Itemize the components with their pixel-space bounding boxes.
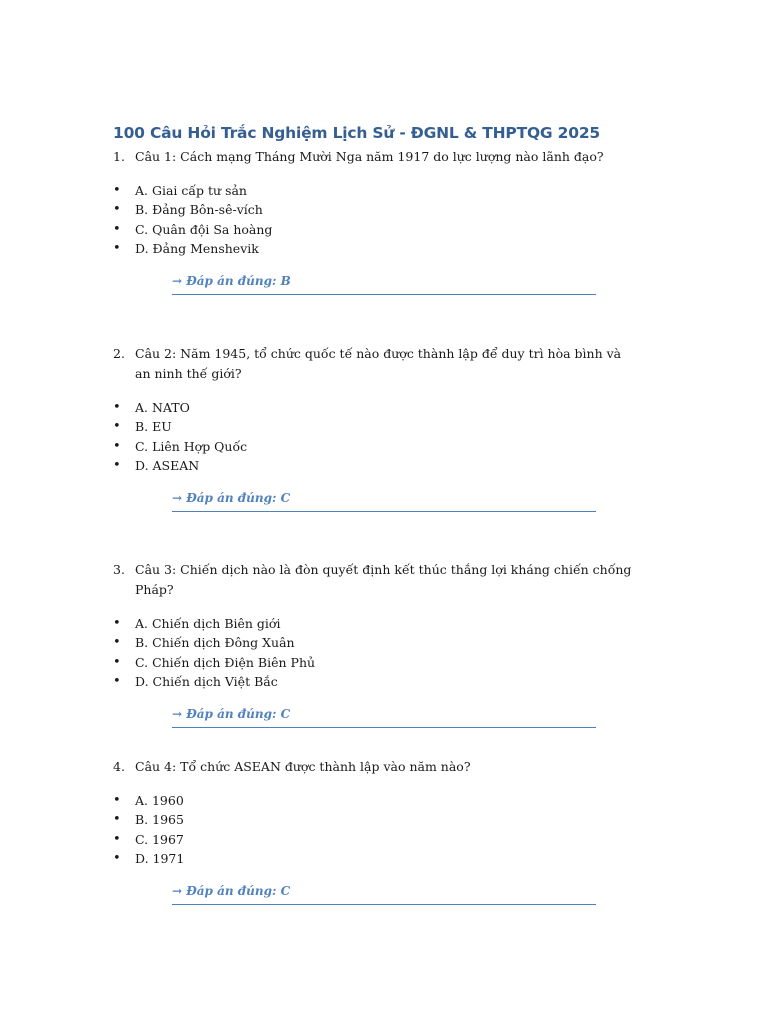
bullet-icon: • [113, 616, 121, 631]
option-text: A. 1960 [135, 793, 184, 808]
option-text: D. Chiến dịch Việt Bắc [135, 673, 278, 689]
option-text: B. Chiến dịch Đông Xuân [135, 635, 295, 651]
question-block-4 [113, 757, 653, 905]
question-block-2 [113, 344, 653, 512]
answer-line: → Đáp án đúng: B [172, 272, 596, 295]
question-line [113, 344, 653, 384]
option-text: A. Chiến dịch Biên giới [135, 616, 281, 631]
option-text: B. Đảng Bôn-sê-vích [135, 202, 263, 218]
document-title: 100 Câu Hỏi Trắc Nghiệm Lịch Sử - ĐGNL & THPTQG 2025 [113, 124, 600, 142]
option-b [113, 200, 653, 219]
option-a [113, 398, 653, 417]
option-a [113, 181, 653, 200]
bullet-icon: • [113, 183, 121, 198]
option-b [113, 810, 653, 829]
option-b [113, 417, 653, 436]
answer-line: → Đáp án đúng: C [172, 882, 596, 905]
question-text: Câu 4: Tổ chức ASEAN được thành lập vào năm nào? [135, 759, 471, 774]
option-text: A. NATO [135, 400, 190, 415]
option-text: D. Đảng Menshevik [135, 240, 259, 256]
answer-line: → Đáp án đúng: C [172, 489, 596, 512]
question-line [113, 560, 653, 600]
bullet-icon: • [113, 419, 121, 435]
bullet-icon: • [113, 635, 121, 651]
option-c [113, 830, 653, 849]
question-text: Câu 1: Cách mạng Tháng Mười Nga năm 1917 do lực lượng nào lãnh đạo? [135, 149, 604, 164]
bullet-icon: • [113, 654, 121, 670]
option-text: C. Chiến dịch Điện Biên Phủ [135, 654, 316, 670]
option-d [113, 849, 653, 868]
bullet-icon: • [113, 240, 121, 256]
option-text: D. 1971 [135, 850, 185, 866]
option-text: B. 1965 [135, 812, 184, 828]
option-c [113, 653, 653, 672]
options-list [113, 614, 653, 691]
option-c [113, 437, 653, 456]
question-number: 1. [113, 149, 125, 164]
bullet-icon: • [113, 793, 121, 808]
bullet-icon: • [113, 457, 121, 473]
question-block-3 [113, 560, 653, 728]
question-number: 2. [113, 346, 125, 361]
options-list [113, 791, 653, 868]
option-text: C. Quân đội Sa hoàng [135, 221, 273, 237]
options-list [113, 181, 653, 258]
option-text: C. Liên Hợp Quốc [135, 438, 248, 454]
question-line [113, 757, 653, 777]
option-text: C. 1967 [135, 831, 184, 847]
option-b [113, 633, 653, 652]
option-text: A. Giai cấp tư sản [135, 183, 247, 198]
option-text: D. ASEAN [135, 457, 200, 473]
question-text: Câu 3: Chiến dịch nào là đòn quyết định kết thúc thắng lợi kháng chiến chống Pháp? [135, 562, 632, 597]
answer-line: → Đáp án đúng: C [172, 705, 596, 728]
option-c [113, 220, 653, 239]
bullet-icon: • [113, 850, 121, 866]
option-d [113, 456, 653, 475]
bullet-icon: • [113, 831, 121, 847]
bullet-icon: • [113, 438, 121, 454]
bullet-icon: • [113, 812, 121, 828]
question-number: 4. [113, 759, 125, 774]
bullet-icon: • [113, 400, 121, 415]
option-a [113, 614, 653, 633]
option-d [113, 672, 653, 691]
bullet-icon: • [113, 221, 121, 237]
option-a [113, 791, 653, 810]
question-text: Câu 2: Năm 1945, tổ chức quốc tế nào được thành lập để duy trì hòa bình và an ninh thế giới? [135, 346, 622, 381]
option-text: B. EU [135, 419, 172, 435]
question-line [113, 147, 653, 167]
question-number: 3. [113, 562, 125, 577]
bullet-icon: • [113, 673, 121, 689]
options-list [113, 398, 653, 475]
option-d [113, 239, 653, 258]
bullet-icon: • [113, 202, 121, 218]
question-block-1 [113, 147, 653, 295]
